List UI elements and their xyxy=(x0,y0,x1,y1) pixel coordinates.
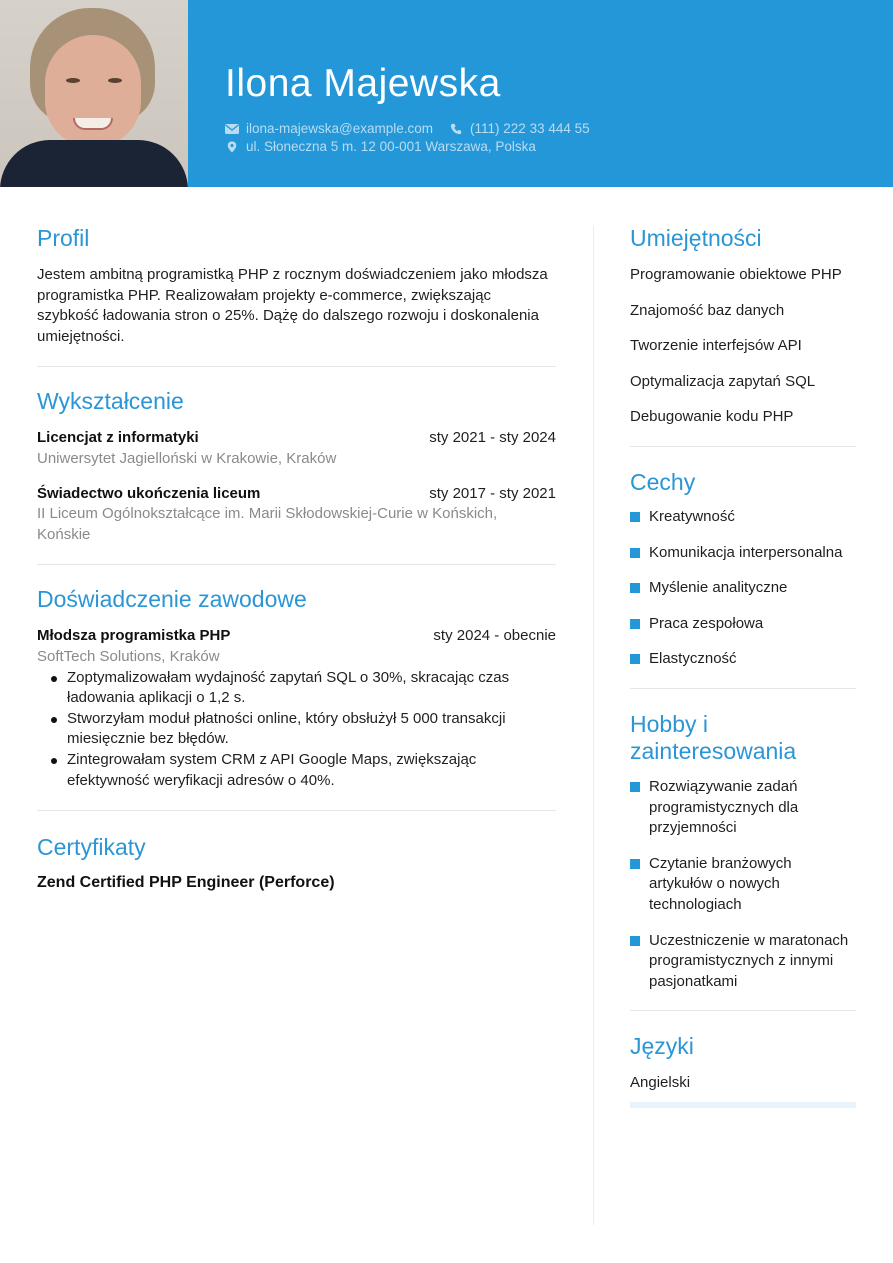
skill-item: Znajomość baz danych xyxy=(630,301,785,319)
degree-title: Licencjat z informatyki xyxy=(37,429,199,447)
trait-label: Myślenie analityczne xyxy=(649,579,788,597)
email-link[interactable]: ilona-majewska@example.com xyxy=(246,121,434,136)
map-pin-icon xyxy=(225,141,239,153)
school-name: Uniwersytet Jagielloński w Krakowie, Kraków xyxy=(37,449,337,467)
skill-item: Programowanie obiektowe PHP xyxy=(630,266,842,283)
hobby-label: Uczestniczenie w maratonach programistycznych z innymi pasjonatkami xyxy=(649,931,849,990)
main-column xyxy=(37,222,556,894)
trait-label: Komunikacja interpersonalna xyxy=(649,543,843,561)
language-name: Angielski xyxy=(630,1074,691,1092)
section-title-traits: Cechy xyxy=(630,468,696,495)
section-title-skills: Umiejętności xyxy=(630,225,762,251)
trait-label: Elastyczność xyxy=(649,650,737,668)
profile-photo xyxy=(0,0,188,187)
square-bullet-icon xyxy=(630,548,640,558)
company-name: SoftTech Solutions, Kraków xyxy=(37,647,220,665)
square-bullet-icon xyxy=(630,583,640,593)
education-section xyxy=(37,385,556,565)
phone-icon xyxy=(449,123,463,135)
job-dates: sty 2024 - obecnie xyxy=(433,627,556,645)
section-title-profile: Profil xyxy=(37,225,90,251)
square-bullet-icon xyxy=(630,512,640,522)
square-bullet-icon xyxy=(630,936,640,946)
hobbies-section xyxy=(630,708,856,1011)
achievement-item: Zintegrowałam system CRM z API Google Maps, zwiększając efektywność weryfikacji adresów o 40%. xyxy=(49,750,556,791)
contact-row-1 xyxy=(225,121,590,136)
skill-item: Tworzenie interfejsów API xyxy=(630,337,802,355)
envelope-icon xyxy=(225,123,239,135)
achievement-item: Zoptymalizowałam wydajność zapytań SQL o 30%, skracając czas ładowania aplikacji o 1,2 s. xyxy=(49,668,556,709)
square-bullet-icon xyxy=(630,859,640,869)
section-divider xyxy=(630,688,856,689)
square-bullet-icon xyxy=(630,782,640,792)
hobby-item xyxy=(630,931,856,993)
section-divider xyxy=(37,366,556,367)
trait-item xyxy=(630,578,856,599)
experience-entry xyxy=(37,626,556,791)
square-bullet-icon xyxy=(630,619,640,629)
skill-item: Optymalizacja zapytań SQL xyxy=(630,372,816,390)
section-divider xyxy=(37,564,556,565)
trait-item xyxy=(630,649,856,670)
languages-section xyxy=(630,1030,856,1108)
experience-section xyxy=(37,583,556,811)
contact-row-2 xyxy=(225,139,536,154)
degree-dates: sty 2021 - sty 2024 xyxy=(429,429,556,447)
school-name: II Liceum Ogólnokształcące im. Marii Skłodowskiej-Curie w Końskich, Końskie xyxy=(37,505,498,543)
hobby-label: Czytanie branżowych artykułów o nowych technologiach xyxy=(649,854,792,913)
degree-dates: sty 2017 - sty 2021 xyxy=(429,484,556,502)
profile-text: Jestem ambitną programistką PHP z rocznym doświadczeniem jako młodsza programistka PHP. Realizowałam projekty e-commerce, zwiększając szybkość ładowania stron o 25%. Dążę do dalszego rozwoju i doskonalenia umiejętności. xyxy=(37,266,548,345)
language-level-bar xyxy=(630,1102,856,1108)
certificate-item: Zend Certified PHP Engineer (Perforce) xyxy=(37,874,335,892)
hobby-item xyxy=(630,854,856,916)
column-divider xyxy=(593,225,594,1225)
education-entry xyxy=(37,428,556,469)
traits-section xyxy=(630,466,856,689)
job-title: Młodsza programistka PHP xyxy=(37,627,231,645)
education-entry xyxy=(37,484,556,546)
trait-item xyxy=(630,614,856,635)
trait-item xyxy=(630,543,856,564)
trait-item xyxy=(630,507,856,528)
achievements-list xyxy=(49,668,556,792)
square-bullet-icon xyxy=(630,654,640,664)
section-title-hobbies: Hobby i zainteresowania xyxy=(630,710,797,764)
section-divider xyxy=(37,810,556,811)
address: ul. Słoneczna 5 m. 12 00-001 Warszawa, Polska xyxy=(246,139,536,154)
section-title-education: Wykształcenie xyxy=(37,388,184,415)
skills-section xyxy=(630,222,856,447)
achievement-item: Stworzyłam moduł płatności online, który obsłużył 5 000 transakcji miesięcznie bez błędów. xyxy=(49,709,556,750)
candidate-name: Ilona Majewska xyxy=(225,62,501,105)
section-title-languages: Języki xyxy=(630,1033,694,1060)
trait-label: Praca zespołowa xyxy=(649,614,764,632)
trait-label: Kreatywność xyxy=(649,507,735,525)
hobby-label: Rozwiązywanie zadań programistycznych dla przyjemności xyxy=(649,777,799,837)
profile-section xyxy=(37,222,556,367)
certificates-section xyxy=(37,831,556,894)
section-divider xyxy=(630,446,856,447)
hobby-item xyxy=(630,777,856,839)
phone-number[interactable]: (111) 222 33 444 55 xyxy=(470,121,590,136)
sidebar-column xyxy=(630,222,856,1108)
header-banner xyxy=(0,0,893,187)
section-title-certificates: Certyfikaty xyxy=(37,834,146,861)
degree-title: Świadectwo ukończenia liceum xyxy=(37,484,261,502)
section-title-experience: Doświadczenie zawodowe xyxy=(37,586,307,613)
skill-item: Debugowanie kodu PHP xyxy=(630,408,794,426)
section-divider xyxy=(630,1010,856,1011)
